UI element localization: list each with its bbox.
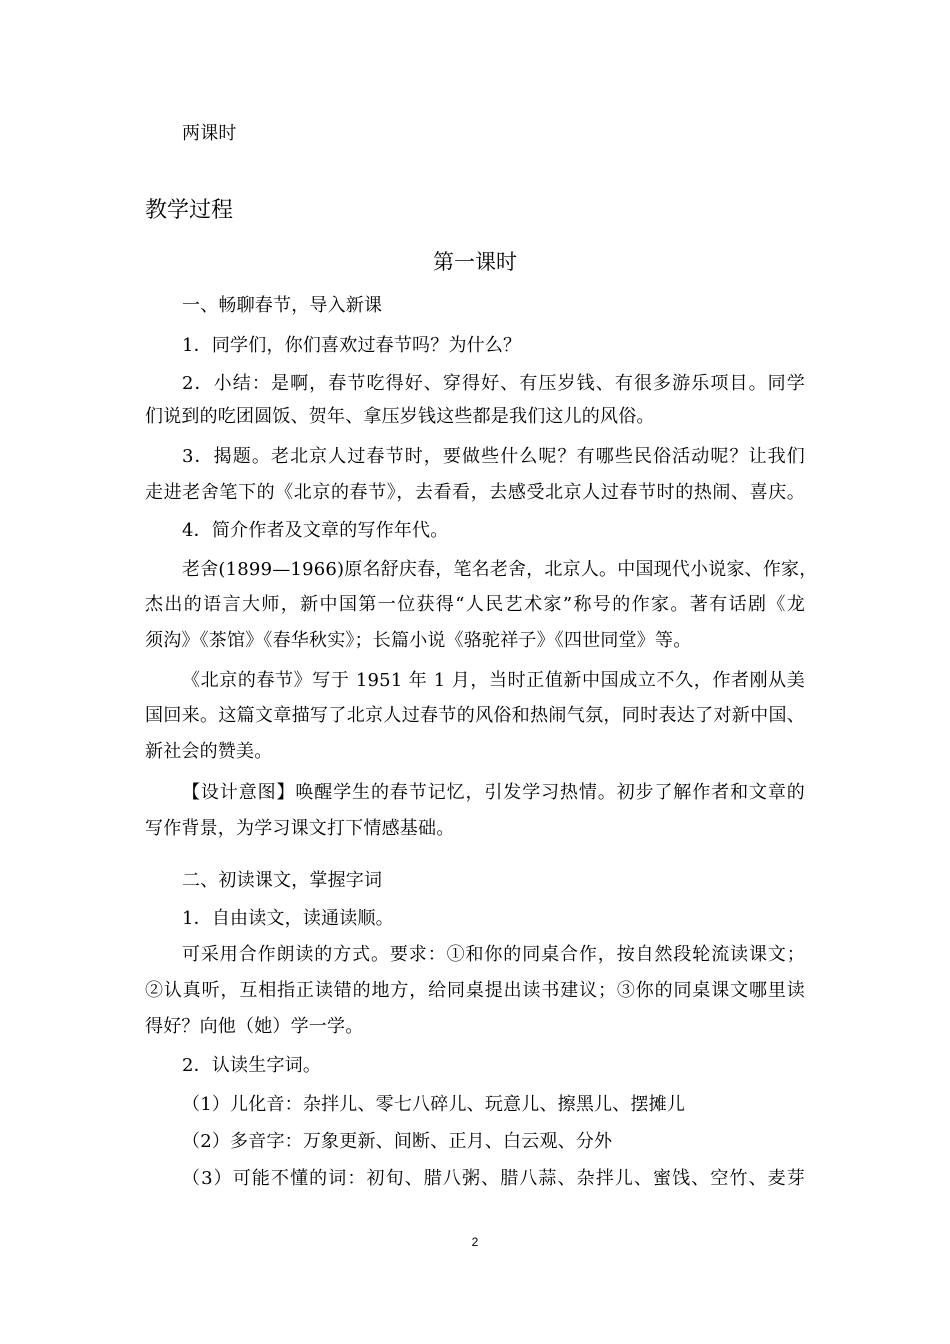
design-intent-line1: 【设计意图】唤醒学生的春节记忆，引发学习热情。初步了解作者和文章的 (182, 782, 805, 803)
vocab-sub2: （2）多音字：万象更新、间断、正月、白云观、分外 (182, 1131, 613, 1152)
lesson-title: 第一课时 (433, 250, 517, 274)
part1-item3-line2: 走进老舍笔下的《北京的春节》，去看看，去感受北京人过春节时的热闹、喜庆。 (145, 482, 805, 503)
part2-item1: 1．自由读文，读通读顺。 (182, 908, 394, 929)
page-number: 2 (471, 1235, 479, 1249)
cooperation-line3: 得好？向他（她）学一学。 (145, 1016, 364, 1037)
vocab-sub3: （3）可能不懂的词：初旬、腊八粥、腊八蒜、杂拌儿、蜜饯、空竹、麦芽 (182, 1168, 805, 1189)
article-line1: 《北京的春节》写于 1951 年 1 月，当时正值新中国成立不久，作者刚从美 (182, 670, 805, 691)
design-intent-line2: 写作背景，为学习课文打下情感基础。 (145, 818, 455, 839)
class-hours-line: 两课时 (182, 123, 237, 144)
author-line2: 杰出的语言大师，新中国第一位获得“人民艺术家”称号的作家。著有话剧《龙 (145, 594, 805, 615)
section-title: 教学过程 (145, 198, 234, 223)
part2-item2: 2．认读生字词。 (182, 1055, 322, 1076)
part1-item1: 1．同学们，你们喜欢过春节吗？为什么？ (182, 335, 522, 356)
part2-heading: 二、初读课文，掌握字词 (182, 870, 383, 891)
article-line2: 国回来。这篇文章描写了北京人过春节的风俗和热闹气氛，同时表达了对新中国、 (145, 705, 805, 726)
part1-heading: 一、畅聊春节，导入新课 (182, 295, 383, 316)
part1-item2-line2: 们说到的吃团圆饭、贺年、拿压岁钱这些都是我们这儿的风俗。 (145, 406, 655, 427)
author-line1: 老舍(1899—1966)原名舒庆春，笔名老舍，北京人。中国现代小说家、作家， (182, 559, 818, 580)
part1-item4: 4．简介作者及文章的写作年代。 (182, 520, 449, 541)
cooperation-line2: ②认真听，互相指正读错的地方，给同桌提出读书建议；③你的同桌课文哪里读 (145, 980, 805, 1001)
cooperation-line1: 可采用合作朗读的方式。要求：①和你的同桌合作，按自然段轮流读课文； (182, 944, 805, 965)
part1-item2-line1: 2．小结：是啊，春节吃得好、穿得好、有压岁钱、有很多游乐项目。同学 (182, 373, 805, 394)
author-line3: 须沟》《茶馆》《春华秋实》；长篇小说《骆驼祥子》《四世同堂》等。 (145, 630, 692, 651)
vocab-sub1: （1）儿化音：杂拌儿、零七八碎儿、玩意儿、擦黑儿、摆摊儿 (182, 1094, 686, 1115)
part1-item3-line1: 3．揭题。老北京人过春节时，要做些什么呢？有哪些民俗活动呢？让我们 (182, 446, 805, 467)
article-line3: 新社会的赞美。 (145, 741, 273, 762)
